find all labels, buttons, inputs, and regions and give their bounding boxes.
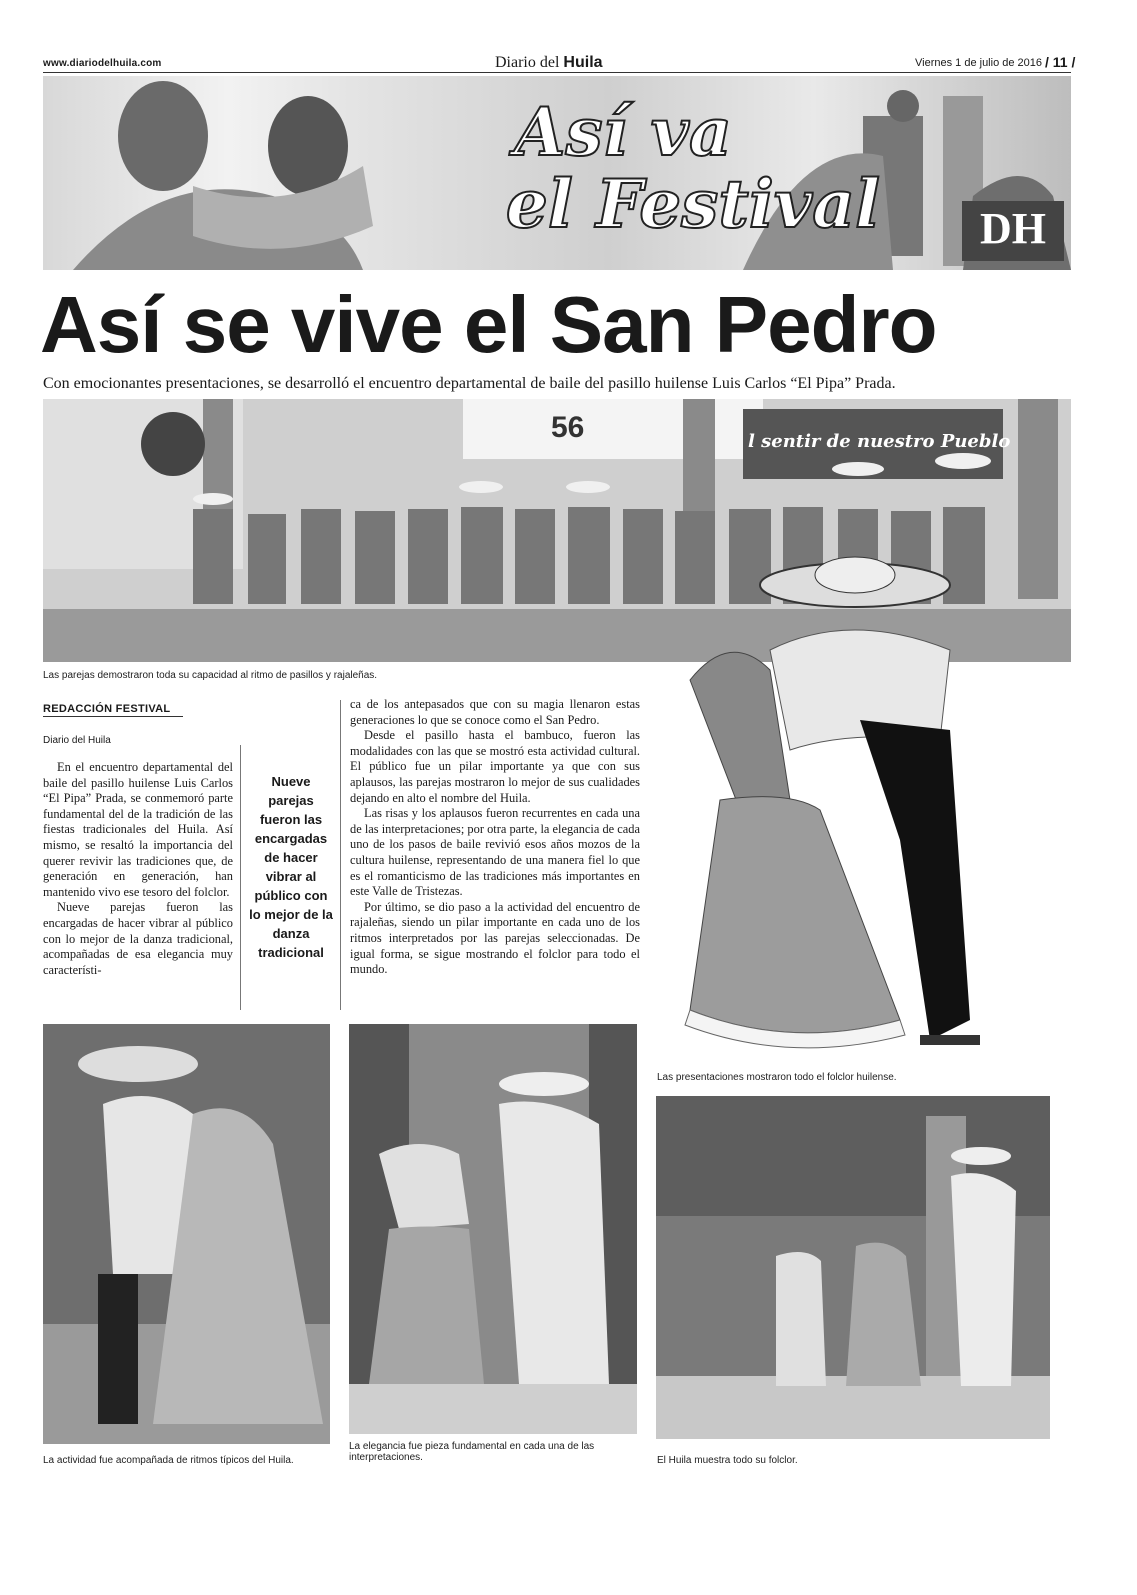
bottom-middle-caption: La elegancia fue pieza fundamental en cada una de las interpretaciones. [349,1441,595,1463]
column-divider [340,700,341,1010]
newspaper-name-bold: Huila [563,54,603,71]
bottom-right-photo [656,1096,1050,1439]
header-rule [43,72,1071,73]
page-number: / 11 / [1045,54,1076,70]
banner-title-line2: el Festival [505,165,881,243]
banner-title-line1: Así va [514,93,732,171]
issue-date: Viernes 1 de julio de 2016 [915,57,1043,69]
banner-title [363,93,883,243]
newspaper-name [495,54,603,72]
article-paragraph: Nueve parejas fueron las encargadas de hacer vibrar al público con lo mejor de la danza tradicional, acompañadas de esa elegancia muy característi- [43,900,233,977]
festival-banner [43,76,1071,270]
headline: Así se vive el San Pedro [40,280,937,369]
website-url: www.diariodelhuila.com [43,58,162,69]
article-paragraph: Desde el pasillo hasta el bambuco, fueron las modalidades con las que se mostró esta actividad cultural. El público fue un pilar importante ya que con sus aplausos, las parejas mostraron lo mejor de sus cualidades dejando en alto el nombre del Huila. [350,728,640,805]
byline-rule [43,716,183,717]
article-paragraph: Las risas y los aplausos fueron recurrentes en cada una de las interpretaciones; por otra parte, la elegancia de cada uno de los pasos de baile revivió esos años mozos de la cultura huilense, representando de una manera fiel lo que es el romanticismo de las tradiciones más importantes en este Valle de Tristezas. [350,806,640,899]
dancer-photo-caption: Las presentaciones mostraron todo el folclor huilense. [657,1072,897,1083]
festival-number: 56 [551,411,585,444]
column-divider [240,745,241,1010]
dh-logo: DH [962,201,1064,261]
bottom-right-caption: El Huila muestra todo su folclor. [657,1455,798,1466]
subheadline: Con emocionantes presentaciones, se desarrolló el encuentro departamental de baile del pasillo huilense Luis Carlos “El Pipa” Prada. [43,375,896,392]
article-source: Diario del Huila [43,735,111,746]
article-column-1 [43,760,233,978]
article-paragraph-continued: ca de los antepasados que con su magia llenaron estas generaciones lo que se conoce como el San Pedro. [350,697,640,727]
bottom-left-photo [43,1024,330,1444]
article-paragraph: Por último, se dio paso a la actividad del encuentro de rajaleñas, siendo un pilar importante en cada uno de los ritmos interpretados por las parejas seleccionadas. De igual forma, se sigue mostrando el folclor para todo el mundo. [350,899,640,977]
bottom-left-caption: La actividad fue acompañada de ritmos típicos del Huila. [43,1455,294,1466]
stage-banner-text: l sentir de nuestro Pueblo [748,431,1011,452]
article-column-2 [350,697,640,978]
byline: REDACCIÓN FESTIVAL [43,703,171,715]
bottom-middle-photo [349,1024,637,1434]
newspaper-name-prefix: Diario del [495,54,560,71]
article-paragraph: En el encuentro departamental del baile del pasillo huilense Luis Carlos “El Pipa” Prada, se conmemoró parte fundamental del de la tradición de las fiestas tradicionales del Huila. Así mismo, se resaltó la importancia del querer revivir las tradiciones que, de generación en generación, han mantenido vivo ese tesoro del folclor. [43,760,233,899]
dancer-cutout-photo [650,540,1055,1065]
main-photo-caption: Las parejas demostraron toda su capacidad al ritmo de pasillos y rajaleñas. [43,670,378,681]
pull-quote: Nueve parejas fueron las encargadas de hacer vibrar al público con lo mejor de la danza tradicional [249,774,333,960]
